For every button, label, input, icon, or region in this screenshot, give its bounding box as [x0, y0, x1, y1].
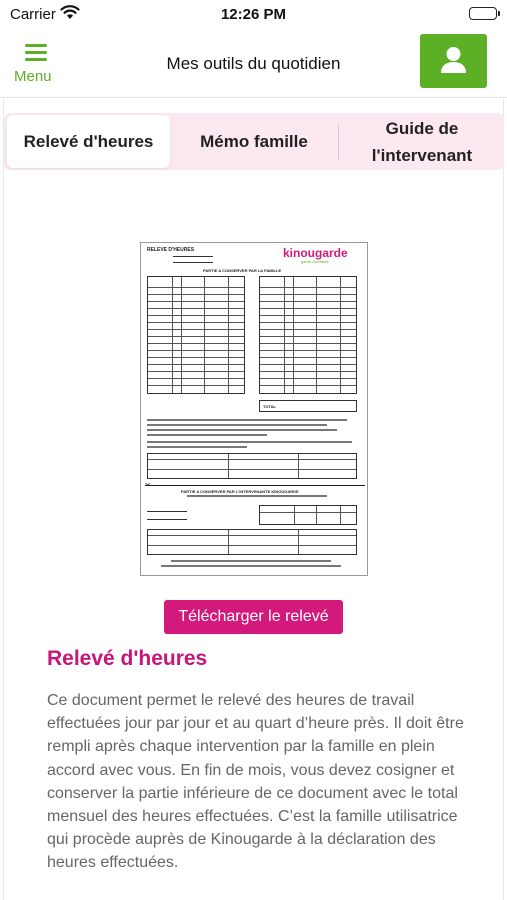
- tab-label: Relevé d'heures: [23, 132, 154, 151]
- user-icon: [420, 34, 487, 88]
- document-preview[interactable]: [140, 242, 368, 576]
- doc-signature-table: [147, 453, 357, 479]
- status-bar: [0, 0, 507, 28]
- status-time: 12:26 PM: [220, 6, 287, 23]
- tab-divider: [338, 123, 339, 160]
- battery-icon: [469, 7, 497, 20]
- tab-guide-intervenant[interactable]: [340, 113, 504, 170]
- doc-brand-logo: kinougarde: [283, 246, 348, 260]
- doc-table-right: [259, 276, 357, 394]
- download-button[interactable]: Télécharger le relevé: [164, 600, 343, 634]
- doc-section-agency: PARTIE A CONSERVER PAR L'INTERVENANTE KINOUGARDE: [181, 489, 299, 494]
- doc-title: RELEVE D'HEURES: [147, 247, 195, 253]
- tab-memo-famille[interactable]: [172, 113, 336, 170]
- section-title: Relevé d'heures: [47, 647, 208, 670]
- doc-table-left: [147, 276, 245, 394]
- tab-bar: [4, 113, 504, 170]
- tab-releve-heures[interactable]: [7, 115, 170, 168]
- content-area: [0, 99, 507, 900]
- tab-label: Mémo famille: [200, 132, 308, 151]
- page-title: Mes outils du quotidien: [166, 54, 341, 73]
- doc-total-label: TOTAL: [263, 404, 276, 409]
- app-header: [0, 28, 507, 98]
- doc-section-family: PARTIE A CONSERVER PAR LA FAMILLE: [203, 268, 282, 273]
- scissors-icon: ✂: [145, 482, 151, 489]
- tab-label: Guide de l'intervenant: [371, 118, 473, 165]
- section-body: Ce document permet le relevé des heures de travail effectuées jour par jour et au quart d’heure près. Il doit être rempli après chaque intervention par la famille en plein accord avec vous. En fin de mois, vous devez cosigner et conserver la partie inférieure de ce document avec le total mensuel des heures effectuées. C’est la famille utilisatrice qui procède auprès de Kinougarde à la déclaration des heures effectuées.: [47, 692, 464, 872]
- carrier-label: Carrier: [10, 6, 56, 23]
- profile-button[interactable]: [420, 34, 487, 88]
- menu-label: Menu: [14, 68, 52, 85]
- doc-brand-sub: garde d'enfants: [301, 259, 329, 264]
